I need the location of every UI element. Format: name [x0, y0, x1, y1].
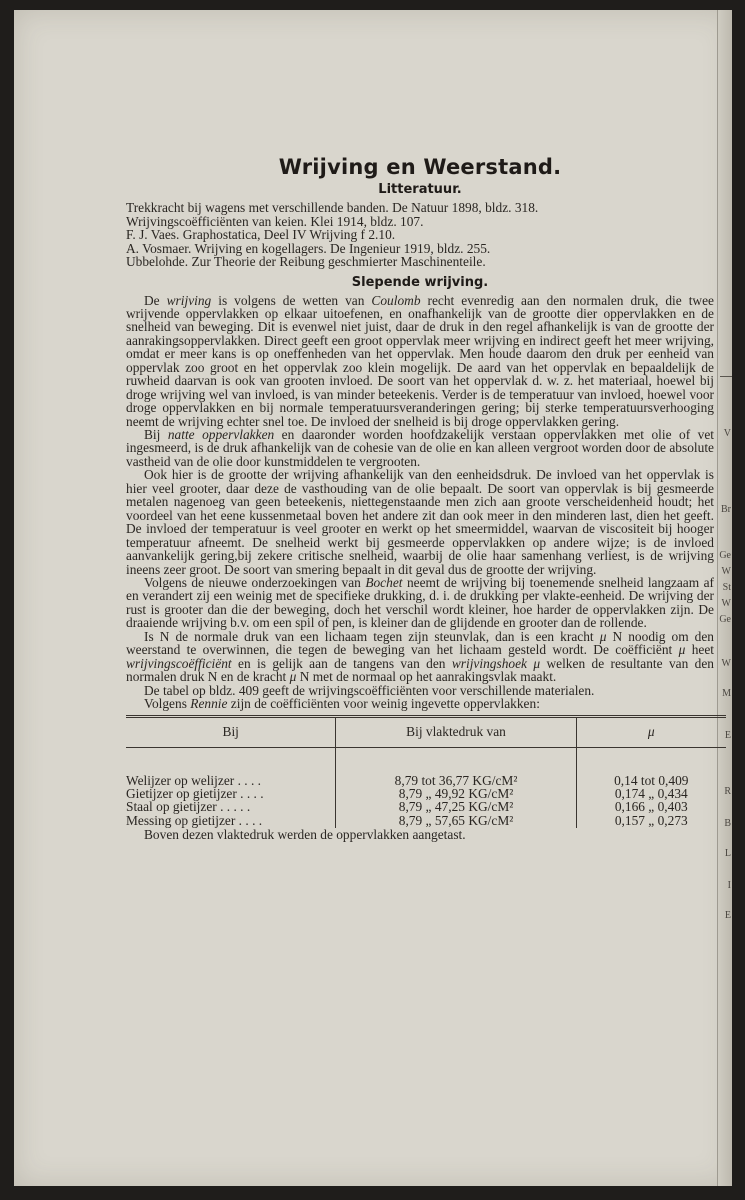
table-row [126, 800, 726, 813]
paragraph [126, 294, 714, 429]
term-italic: wrijvingshoek [451, 655, 527, 671]
mu-symbol: μ [289, 669, 297, 685]
literature-item: Ubbelohde. Zur Theorie der Reibung geschmierter Maschinenteile. [126, 254, 486, 269]
literature-item: F. J. Vaes. Graphostatica, Deel IV Wrijving f 2.10. [126, 227, 396, 242]
edge-letter: W [721, 658, 731, 669]
edge-letter: Br [721, 504, 731, 515]
book-page [14, 10, 732, 1186]
paragraph [126, 428, 714, 468]
mu-symbol: μ [599, 628, 607, 644]
literature-heading: Litteratuur. [378, 182, 462, 197]
edge-rule [720, 376, 732, 377]
paragraph [126, 576, 714, 630]
text-run: heet [685, 642, 714, 658]
table-header: μ [576, 716, 726, 747]
edge-letter: W [721, 598, 731, 609]
paragraph: Ook hier is de grootte der wrijving afhankelijk van den eenheidsdruk. De invloed van het oppervlak is hier veel grooter, daar deze de vasthouding van de olie bepaalt. De soort van oppervlak is bij gesmeerde metalen nagenoeg van geen beteekenis, niettegenstaande men zich aan groote verscheidenheid houdt; het voordeel van het eene kussenmetaal boven het andere zit dan ook meer in den minderen last, dien het geeft. De invloed der temperatuur is veel grooter en werkt op het smeermiddel, waarvan de viscositeit bij hooger temperatuur afneemt. De snelheid werkt bij gesmeerde oppervlakken op andere wijze; is de invloed aanvankelijk gering,bij zekere critische snelheid, waarbij de olie haar samenhang verliest, is de wrijving ineens zeer groot. De soort van smering bepaalt in dit geval dus de grootte der wrijving. [126, 467, 714, 577]
material-cell: Messing op gietijzer . . . . [126, 812, 263, 828]
edge-letter: Ge [719, 614, 731, 625]
text-run: Volgens de nieuwe onderzoekingen van [144, 575, 366, 591]
material-cell: Welijzer op welijzer . . . . [126, 772, 262, 788]
table-spacer [126, 747, 726, 774]
mu-symbol: μ [678, 642, 686, 658]
text-run: De [144, 292, 167, 308]
table-header: Bij vlaktedruk van [336, 716, 576, 747]
term-italic: wrijving [166, 292, 212, 308]
text-run: Is N de normale druk van een lichaam tegen zijn steunvlak, dan is een kracht [144, 628, 600, 644]
text-run: Bij [144, 427, 168, 443]
text-run: neemt de wrijving bij toenemende snelheid langzaam af en verandert zij een weinig met de specifieke drukking, d. i. de drukking per vlakte-eenheid. De wrijving der rust is grooter dan die der beweging, doch het verschil wordt kleiner, hoe harder de oppervlakken zijn. De draaiende wrijving b.v. om een spil of pen, is kleiner dan de glijdende en grooter dan de rollende. [126, 575, 714, 631]
text-run: recht evenredig aan den normalen druk, die twee wrijvende oppervlakken op elkaar uitoefenen, en onafhankelijk van de grootte dier oppervlakken en de snelheid van beweging. Dit is evenwel niet juist, daar de druk in den regel afhankelijk is van de grootte der aanrakingsoppervlakken. Direct geeft een groot oppervlak meer wrijving en indirect geeft het meer wrijving, omdat er meer kans is op oneffenheden van het oppervlak. Men houde daarom den druk per eenheid van oppervlak zoo groot en het oppervlak zoo klein mogelijk. De aard van het oppervlak en bepaaldelijk de ruwheid daarvan is ook van grooten invloed. De soort van het oppervlak d. w. z. het materiaal, hoewel bij droge wrijving wel van invloed, is van minder beteekenis. Verder is de temperatuur van invloed, hoewel voor droge oppervlakken en bij normale temperatuursveranderingen gering; bij sterke temperatuursverhooging neemt de wrijving echter snel toe. De invloed der snelheid is bij droge oppervlakken gering. [126, 292, 714, 429]
page-content [126, 155, 714, 842]
table-header-row [126, 716, 726, 747]
table-row [126, 787, 726, 800]
edge-letter: B [724, 818, 731, 829]
edge-letter: I [727, 880, 731, 891]
paragraph [126, 630, 714, 684]
edge-letter: Ge [719, 550, 731, 561]
edge-letter: E [724, 910, 731, 921]
literature-item: Wrijvingscoëfficiënten van keien. Klei 1914, bldz. 107. [126, 213, 424, 229]
literature-list [126, 201, 714, 269]
table-footnote: Boven dezen vlaktedruk werden de oppervlakken aangetast. [144, 827, 466, 843]
next-page-edge [717, 10, 732, 1186]
edge-letter: M [722, 688, 731, 699]
text-run: N noodig om den weerstand te overwinnen, die tegen de beweging van het lichaam gesteld wordt. De coëfficiënt [126, 628, 715, 658]
table-row [126, 814, 726, 828]
literature-item: A. Vosmaer. Wrijving en kogellagers. De Ingenieur 1919, bldz. 255. [126, 240, 491, 256]
mu-symbol: μ [533, 655, 541, 671]
table-row [126, 774, 726, 787]
author-name: Bochet [365, 575, 403, 591]
material-cell: Staal op gietijzer . . . . . [126, 799, 251, 815]
text-run: Volgens [144, 696, 191, 712]
edge-letter: E [724, 730, 731, 741]
mu-cell: 0,166 „ 0,403 [614, 799, 688, 815]
text-run: welken de resultante van den normalen druk N en de kracht [126, 655, 714, 685]
text-run: zijn de coëfficiënten voor weinig ingevette oppervlakken: [227, 696, 540, 712]
paragraph: De tabel op bldz. 409 geeft de wrijvingscoëfficiënten voor verschillende materialen. [144, 682, 595, 698]
text-run: is volgens de wetten van [211, 292, 372, 308]
mu-cell: 0,157 „ 0,273 [614, 812, 688, 828]
mu-cell: 0,14 tot 0,409 [614, 772, 689, 788]
text-run: N met de normaal op het aanrakingsvlak maakt. [296, 669, 557, 685]
literature-item: Trekkracht bij wagens met verschillende banden. De Natuur 1898, bldz. 318. [126, 200, 539, 215]
author-name: Coulomb [371, 292, 421, 308]
author-name: Rennie [190, 696, 228, 712]
table-header: Bij [126, 716, 336, 747]
mu-cell: 0,174 „ 0,434 [614, 785, 688, 801]
edge-letter: W [721, 566, 731, 577]
edge-letter: St [722, 582, 731, 593]
term-italic: natte oppervlakken [167, 427, 275, 443]
pressure-cell: 8,79 „ 49,92 KG/cM² [336, 787, 576, 800]
material-cell: Gietijzer op gietijzer . . . . [126, 785, 264, 801]
pressure-cell: 8,79 tot 36,77 KG/cM² [336, 774, 576, 787]
term-italic: wrijvingscoëfficiënt [126, 655, 232, 671]
text-run: en daaronder worden hoofdzakelijk verstaan oppervlakken met olie of vet ingesmeerd, is de druk afhankelijk van de cohesie van de olie en kan alleen vergroot worden door de absolute vastheid van de olie door kunstmiddelen te vergrooten. [126, 427, 714, 469]
edge-letter: L [724, 848, 731, 859]
text-run: en is gelijk aan de tangens van den [231, 655, 452, 671]
paragraph [126, 697, 714, 710]
section-heading: Slepende wrijving. [351, 274, 489, 290]
page-title: Wrijving en Weerstand. [278, 155, 562, 179]
pressure-cell: 8,79 „ 57,65 KG/cM² [336, 814, 576, 828]
edge-letter: V [723, 428, 731, 439]
edge-letter: R [724, 786, 731, 797]
friction-table [126, 715, 726, 829]
section-body [126, 294, 714, 711]
pressure-cell: 8,79 „ 47,25 KG/cM² [336, 800, 576, 813]
